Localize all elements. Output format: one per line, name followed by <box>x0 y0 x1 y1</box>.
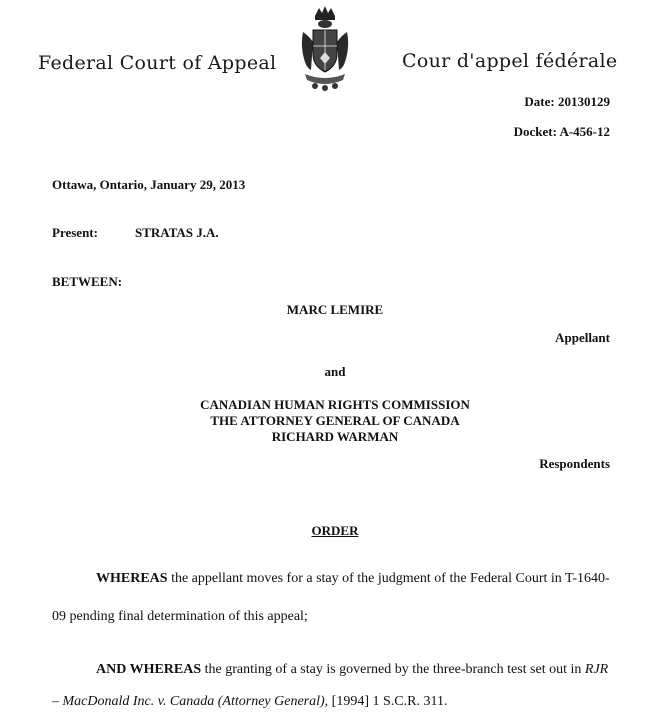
paragraph-2-lead: AND WHEREAS <box>96 662 202 677</box>
date-line <box>524 94 610 110</box>
respondent-name-1: CANADIAN HUMAN RIGHTS COMMISSION <box>200 397 470 412</box>
present-label: Present: <box>52 225 98 240</box>
respondent-name-3: RICHARD WARMAN <box>271 429 399 444</box>
paragraph-2-citation: – MacDonald Inc. v. Canada (Attorney General) <box>52 694 325 709</box>
docket-value: A-456-12 <box>559 124 610 139</box>
between-label: BETWEEN: <box>52 274 123 289</box>
paragraph-2-text-1: the granting of a stay is governed by the three-branch test set out in <box>201 662 585 677</box>
docket-line <box>514 124 610 140</box>
docket-label: Docket: <box>513 124 557 139</box>
respondents-role: Respondents <box>539 456 610 471</box>
location-date: Ottawa, Ontario, January 29, 2013 <box>52 177 246 192</box>
paragraph-1-lead: WHEREAS <box>96 571 168 586</box>
paragraph-1-line-2: 09 pending final determination of this appeal; <box>52 609 308 624</box>
paragraph-2-text-2: , [1994] 1 S.C.R. 311. <box>324 694 448 709</box>
date-value: 20130129 <box>558 94 610 109</box>
paragraph-1-text-1: the appellant moves for a stay of the judgment of the Federal Court in T-1640- <box>167 571 610 586</box>
coat-of-arms-icon <box>297 2 353 92</box>
court-name-french: Cour d'appel fédérale <box>402 50 618 72</box>
respondent-names <box>0 397 670 445</box>
and-separator: and <box>324 364 346 379</box>
paragraph-2-line-1 <box>96 660 608 680</box>
respondent-name-2: THE ATTORNEY GENERAL OF CANADA <box>210 413 460 428</box>
court-name-english: Federal Court of Appeal <box>38 52 277 74</box>
paragraph-2-citation-start: RJR <box>584 662 609 677</box>
paragraph-1-line-1 <box>96 569 610 589</box>
paragraph-2-line-2 <box>52 692 447 712</box>
date-label: Date: <box>524 94 555 109</box>
appellant-role: Appellant <box>555 330 610 345</box>
appellant-name: MARC LEMIRE <box>286 302 384 317</box>
order-title: ORDER <box>311 523 359 538</box>
present-judge: STRATAS J.A. <box>135 225 219 240</box>
